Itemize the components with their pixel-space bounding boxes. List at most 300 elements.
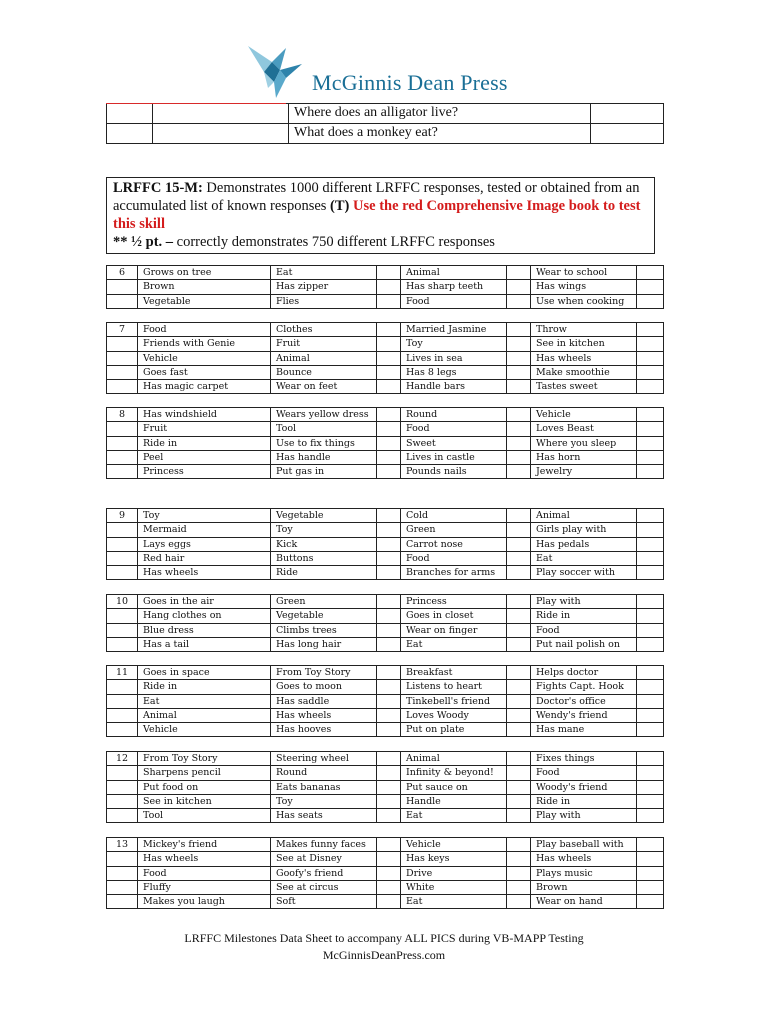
response-cell: Princess (401, 595, 507, 609)
score-cell (377, 551, 401, 565)
response-cell: Buttons (271, 551, 377, 565)
response-cell: Food (401, 422, 507, 436)
response-cell: Has keys (401, 852, 507, 866)
group-number: 9 (107, 509, 138, 523)
table-row (107, 708, 664, 722)
score-cell (637, 465, 664, 479)
score-cell (507, 794, 531, 808)
score-cell (507, 694, 531, 708)
origami-bird-logo-icon (246, 42, 304, 100)
table-row (107, 422, 664, 436)
table-row (107, 880, 664, 894)
table-cell (591, 124, 664, 144)
response-cell: Tinkebell's friend (401, 694, 507, 708)
response-cell: Wears yellow dress (271, 408, 377, 422)
response-cell: Loves Beast (531, 422, 637, 436)
response-cell: Lives in sea (401, 351, 507, 365)
score-cell (637, 323, 664, 337)
score-cell (377, 266, 401, 280)
response-cell: Makes you laugh (138, 895, 271, 909)
response-cell: Mermaid (138, 523, 271, 537)
score-cell (377, 365, 401, 379)
response-cell: Goes in closet (401, 609, 507, 623)
response-cell: Has windshield (138, 408, 271, 422)
skill-description-box (106, 177, 655, 254)
response-cell: Food (401, 551, 507, 565)
response-cell: Has wheels (138, 566, 271, 580)
response-cell: Peel (138, 450, 271, 464)
group-number (107, 465, 138, 479)
score-cell (507, 337, 531, 351)
response-cell: Animal (138, 708, 271, 722)
score-cell (377, 723, 401, 737)
response-cell: Wendy's friend (531, 708, 637, 722)
score-cell (637, 595, 664, 609)
score-cell (507, 422, 531, 436)
response-cell: Eat (401, 637, 507, 651)
response-group-table (106, 837, 664, 909)
group-number (107, 422, 138, 436)
score-cell (637, 708, 664, 722)
group-number: 11 (107, 666, 138, 680)
score-cell (637, 637, 664, 651)
score-cell (637, 838, 664, 852)
score-cell (377, 609, 401, 623)
response-cell: See in kitchen (138, 794, 271, 808)
score-cell (507, 723, 531, 737)
response-cell: Use to fix things (271, 436, 377, 450)
response-cell: Play baseball with (531, 838, 637, 852)
score-cell (377, 880, 401, 894)
table-row (107, 551, 664, 565)
table-row (107, 280, 664, 294)
response-cell: Listens to heart (401, 680, 507, 694)
half-point-label: ** ½ pt. – (113, 234, 174, 250)
response-cell: Play with (531, 595, 637, 609)
score-cell (637, 337, 664, 351)
publisher-header (240, 42, 560, 100)
table-row (107, 124, 664, 144)
table-row (107, 666, 664, 680)
score-cell (507, 566, 531, 580)
table-row (107, 895, 664, 909)
response-cell: Loves Woody (401, 708, 507, 722)
table-row (107, 780, 664, 794)
score-cell (637, 766, 664, 780)
footer-line-1: LRFFC Milestones Data Sheet to accompany ALL PICS during VB-MAPP Testing (184, 931, 584, 945)
score-cell (637, 680, 664, 694)
response-cell: Wear on finger (401, 623, 507, 637)
response-cell: Friends with Genie (138, 337, 271, 351)
table-row (107, 365, 664, 379)
score-cell (507, 708, 531, 722)
group-number (107, 523, 138, 537)
group-number: 13 (107, 838, 138, 852)
response-cell: Soft (271, 895, 377, 909)
score-cell (377, 666, 401, 680)
response-cell: Round (401, 408, 507, 422)
score-cell (637, 809, 664, 823)
response-cell: Food (138, 866, 271, 880)
score-cell (377, 809, 401, 823)
group-number (107, 537, 138, 551)
response-cell: Breakfast (401, 666, 507, 680)
table-row (107, 766, 664, 780)
question-cell: What does a monkey eat? (289, 124, 591, 144)
score-cell (507, 323, 531, 337)
response-cell: Play soccer with (531, 566, 637, 580)
response-cell: Helps doctor (531, 666, 637, 680)
response-cell: From Toy Story (271, 666, 377, 680)
response-cell: Brown (138, 280, 271, 294)
response-cell: Has 8 legs (401, 365, 507, 379)
score-cell (377, 408, 401, 422)
footer-website: McGinnisDeanPress.com (322, 948, 446, 962)
table-cell (107, 124, 153, 144)
score-cell (377, 280, 401, 294)
response-cell: Eat (401, 809, 507, 823)
score-cell (637, 436, 664, 450)
score-cell (377, 294, 401, 308)
response-cell: Plays music (531, 866, 637, 880)
response-cell: Eat (138, 694, 271, 708)
response-cell: Vehicle (401, 838, 507, 852)
response-group-table (106, 508, 664, 580)
group-number (107, 450, 138, 464)
group-number: 10 (107, 595, 138, 609)
table-row (107, 694, 664, 708)
score-cell (637, 266, 664, 280)
response-cell: Has hooves (271, 723, 377, 737)
response-cell: Branches for arms (401, 566, 507, 580)
response-cell: Toy (138, 509, 271, 523)
response-cell: Food (531, 623, 637, 637)
half-point-text: correctly demonstrates 750 different LRFFC responses (176, 234, 495, 250)
response-cell: Has wheels (138, 852, 271, 866)
response-group-table (106, 407, 664, 479)
response-cell: Animal (401, 266, 507, 280)
group-number: 7 (107, 323, 138, 337)
response-cell: Tastes sweet (531, 380, 637, 394)
table-row (107, 623, 664, 637)
page-footer (0, 930, 768, 964)
question-cell: Where does an alligator live? (289, 104, 591, 124)
response-cell: Has magic carpet (138, 380, 271, 394)
response-cell: Fluffy (138, 880, 271, 894)
response-cell: Wear on hand (531, 895, 637, 909)
score-cell (377, 523, 401, 537)
score-cell (637, 537, 664, 551)
score-cell (507, 895, 531, 909)
response-cell: Round (271, 766, 377, 780)
score-cell (637, 566, 664, 580)
response-cell: White (401, 880, 507, 894)
response-cell: Where you sleep (531, 436, 637, 450)
response-cell: Vegetable (138, 294, 271, 308)
group-number (107, 337, 138, 351)
score-cell (377, 436, 401, 450)
publisher-name: McGinnis Dean Press (312, 70, 508, 95)
response-cell: Goes in space (138, 666, 271, 680)
response-cell: Woody's friend (531, 780, 637, 794)
response-cell: Toy (401, 337, 507, 351)
table-row (107, 852, 664, 866)
response-cell: Play with (531, 809, 637, 823)
score-cell (507, 551, 531, 565)
score-cell (377, 537, 401, 551)
score-cell (507, 666, 531, 680)
response-cell: Hang clothes on (138, 609, 271, 623)
response-cell: Tool (138, 809, 271, 823)
group-number (107, 566, 138, 580)
response-cell: Has zipper (271, 280, 377, 294)
score-cell (377, 838, 401, 852)
score-cell (637, 780, 664, 794)
table-row (107, 323, 664, 337)
score-cell (507, 766, 531, 780)
response-cell: Jewelry (531, 465, 637, 479)
score-cell (377, 766, 401, 780)
response-cell: Eat (401, 895, 507, 909)
response-cell: Carrot nose (401, 537, 507, 551)
response-cell: Fixes things (531, 752, 637, 766)
response-cell: Vegetable (271, 609, 377, 623)
group-number (107, 694, 138, 708)
response-cell: Bounce (271, 365, 377, 379)
score-cell (507, 880, 531, 894)
score-cell (507, 780, 531, 794)
response-cell: Eat (531, 551, 637, 565)
response-cell: Tool (271, 422, 377, 436)
table-row (107, 680, 664, 694)
score-cell (377, 794, 401, 808)
response-cell: Climbs trees (271, 623, 377, 637)
response-cell: Green (401, 523, 507, 537)
group-number (107, 637, 138, 651)
table-row (107, 465, 664, 479)
table-row (107, 537, 664, 551)
score-cell (637, 380, 664, 394)
group-number (107, 794, 138, 808)
score-cell (507, 523, 531, 537)
score-cell (637, 723, 664, 737)
response-group-table (106, 751, 664, 823)
score-cell (377, 623, 401, 637)
question-table (106, 103, 664, 144)
table-row (107, 609, 664, 623)
response-cell: Doctor's office (531, 694, 637, 708)
table-row (107, 104, 664, 124)
response-cell: See in kitchen (531, 337, 637, 351)
score-cell (507, 609, 531, 623)
score-cell (377, 509, 401, 523)
response-cell: Flies (271, 294, 377, 308)
group-number (107, 852, 138, 866)
table-row (107, 809, 664, 823)
response-cell: Animal (531, 509, 637, 523)
group-number (107, 880, 138, 894)
score-cell (377, 680, 401, 694)
response-cell: Put nail polish on (531, 637, 637, 651)
group-number: 12 (107, 752, 138, 766)
response-cell: Use when cooking (531, 294, 637, 308)
response-cell: Ride in (531, 794, 637, 808)
score-cell (507, 294, 531, 308)
response-cell: Fruit (138, 422, 271, 436)
response-cell: Handle bars (401, 380, 507, 394)
score-cell (637, 623, 664, 637)
score-cell (507, 752, 531, 766)
score-cell (377, 351, 401, 365)
score-cell (377, 780, 401, 794)
score-cell (377, 637, 401, 651)
score-cell (637, 866, 664, 880)
response-cell: Has saddle (271, 694, 377, 708)
response-cell: Has sharp teeth (401, 280, 507, 294)
table-cell (591, 104, 664, 124)
response-cell: Has long hair (271, 637, 377, 651)
response-cell: Fights Capt. Hook (531, 680, 637, 694)
response-cell: Girls play with (531, 523, 637, 537)
score-cell (507, 623, 531, 637)
response-cell: Grows on tree (138, 266, 271, 280)
response-cell: Animal (271, 351, 377, 365)
score-cell (507, 266, 531, 280)
score-cell (637, 609, 664, 623)
response-cell: Green (271, 595, 377, 609)
table-cell (107, 104, 153, 124)
group-number (107, 623, 138, 637)
response-cell: Put sauce on (401, 780, 507, 794)
table-row (107, 294, 664, 308)
score-cell (377, 895, 401, 909)
group-number: 6 (107, 266, 138, 280)
response-cell: Kick (271, 537, 377, 551)
score-cell (377, 852, 401, 866)
score-cell (377, 866, 401, 880)
response-group-table (106, 265, 664, 309)
score-cell (637, 450, 664, 464)
response-group-table (106, 665, 664, 737)
group-number (107, 280, 138, 294)
response-cell: Ride in (138, 436, 271, 450)
response-cell: Mickey's friend (138, 838, 271, 852)
group-number (107, 723, 138, 737)
table-row (107, 637, 664, 651)
response-cell: Fruit (271, 337, 377, 351)
group-number (107, 809, 138, 823)
table-cell (153, 104, 289, 124)
response-cell: Food (401, 294, 507, 308)
response-group-table (106, 322, 664, 394)
score-cell (377, 465, 401, 479)
response-cell: Has wheels (531, 351, 637, 365)
table-row (107, 866, 664, 880)
response-cell: Drive (401, 866, 507, 880)
response-cell: Ride in (531, 609, 637, 623)
response-cell: Has horn (531, 450, 637, 464)
response-cell: Has mane (531, 723, 637, 737)
table-cell (153, 124, 289, 144)
score-cell (637, 666, 664, 680)
score-cell (507, 465, 531, 479)
table-row (107, 266, 664, 280)
table-row (107, 752, 664, 766)
response-cell: Has wings (531, 280, 637, 294)
score-cell (377, 566, 401, 580)
response-cell: Vehicle (138, 351, 271, 365)
response-cell: Make smoothie (531, 365, 637, 379)
group-number (107, 609, 138, 623)
group-number (107, 380, 138, 394)
score-cell (377, 323, 401, 337)
group-number (107, 436, 138, 450)
skill-tag: (T) (330, 198, 350, 214)
score-cell (507, 509, 531, 523)
response-cell: Goes in the air (138, 595, 271, 609)
score-cell (637, 752, 664, 766)
group-number (107, 895, 138, 909)
table-row (107, 450, 664, 464)
red-divider (106, 103, 286, 104)
response-cell: Ride in (138, 680, 271, 694)
table-row (107, 436, 664, 450)
group-number (107, 866, 138, 880)
response-group-table (106, 594, 664, 652)
score-cell (507, 852, 531, 866)
score-cell (637, 422, 664, 436)
score-cell (377, 595, 401, 609)
score-cell (507, 365, 531, 379)
response-cell: Makes funny faces (271, 838, 377, 852)
score-cell (507, 809, 531, 823)
group-number (107, 551, 138, 565)
response-cell: See at circus (271, 880, 377, 894)
response-cell: Cold (401, 509, 507, 523)
score-cell (637, 351, 664, 365)
score-cell (377, 337, 401, 351)
response-cell: Toy (271, 794, 377, 808)
score-cell (507, 450, 531, 464)
group-number: 8 (107, 408, 138, 422)
response-cell: Sharpens pencil (138, 766, 271, 780)
response-cell: Has wheels (271, 708, 377, 722)
response-cell: Animal (401, 752, 507, 766)
response-cell: Throw (531, 323, 637, 337)
response-cell: Clothes (271, 323, 377, 337)
response-cell: Put food on (138, 780, 271, 794)
response-cell: Put on plate (401, 723, 507, 737)
response-cell: Toy (271, 523, 377, 537)
response-cell: Has a tail (138, 637, 271, 651)
response-cell: Brown (531, 880, 637, 894)
score-cell (637, 551, 664, 565)
score-cell (507, 838, 531, 852)
response-cell: From Toy Story (138, 752, 271, 766)
response-cell: Eats bananas (271, 780, 377, 794)
group-number (107, 294, 138, 308)
score-cell (507, 280, 531, 294)
response-cell: Lays eggs (138, 537, 271, 551)
response-cell: Lives in castle (401, 450, 507, 464)
response-cell: Has handle (271, 450, 377, 464)
score-cell (377, 694, 401, 708)
score-cell (377, 752, 401, 766)
response-cell: Goofy's friend (271, 866, 377, 880)
group-number (107, 780, 138, 794)
table-row (107, 723, 664, 737)
skill-instruction: Use the red Comprehensive Image book to test this skill (113, 198, 641, 232)
